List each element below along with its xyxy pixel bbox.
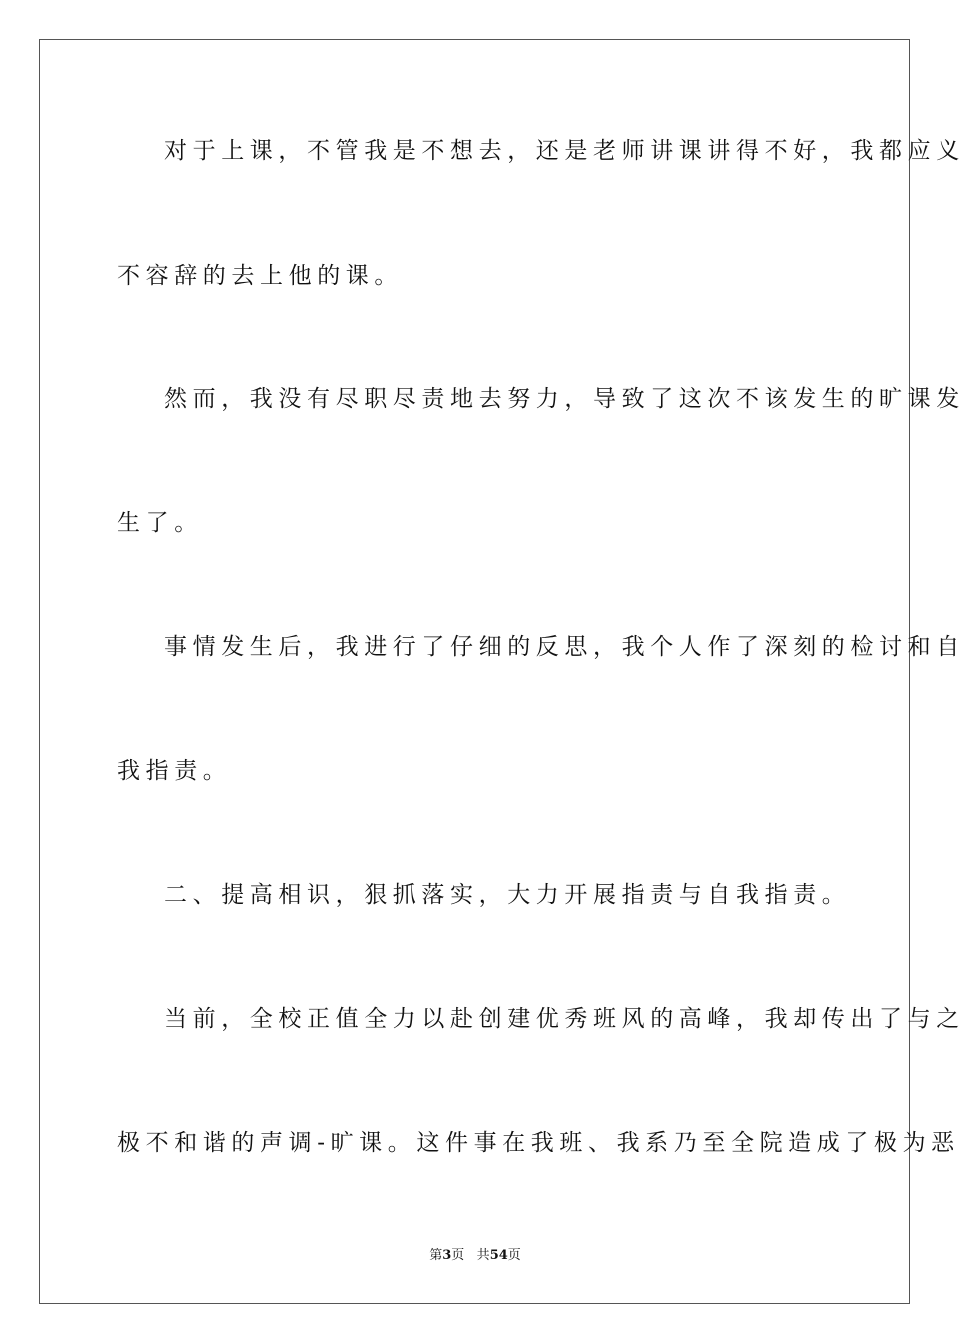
total-pages: 54 <box>489 1248 508 1263</box>
paragraph-line: 事情发生后，我进行了仔细的反思，我个人作了深刻的检讨和自 <box>164 634 965 660</box>
paragraph-line: 当前，全校正值全力以赴创建优秀班风的高峰，我却传出了与之 <box>164 1006 965 1032</box>
page-prefix: 第 <box>429 1248 443 1263</box>
paragraph-line: 生了。 <box>117 510 203 536</box>
paragraph-line: 我指责。 <box>117 758 232 784</box>
page-footer <box>0 1247 950 1265</box>
total-suffix: 页 <box>507 1248 521 1263</box>
paragraph-line: 极不和谐的声调-旷课。这件事在我班、我系乃至全院造成了极为恶 <box>117 1130 960 1156</box>
paragraph-line: 不容辞的去上他的课。 <box>117 263 403 289</box>
paragraph-line: 然而，我没有尽职尽责地去努力，导致了这次不该发生的旷课发 <box>164 386 965 412</box>
total-prefix: 共 <box>476 1248 490 1263</box>
page-suffix: 页 <box>451 1248 465 1263</box>
page-number: 3 <box>442 1248 452 1263</box>
page-frame <box>39 39 965 1304</box>
paragraph-line: 对于上课，不管我是不想去，还是老师讲课讲得不好，我都应义 <box>164 138 965 164</box>
paragraph-line: 二、提高相识，狠抓落实，大力开展指责与自我指责。 <box>164 882 851 908</box>
